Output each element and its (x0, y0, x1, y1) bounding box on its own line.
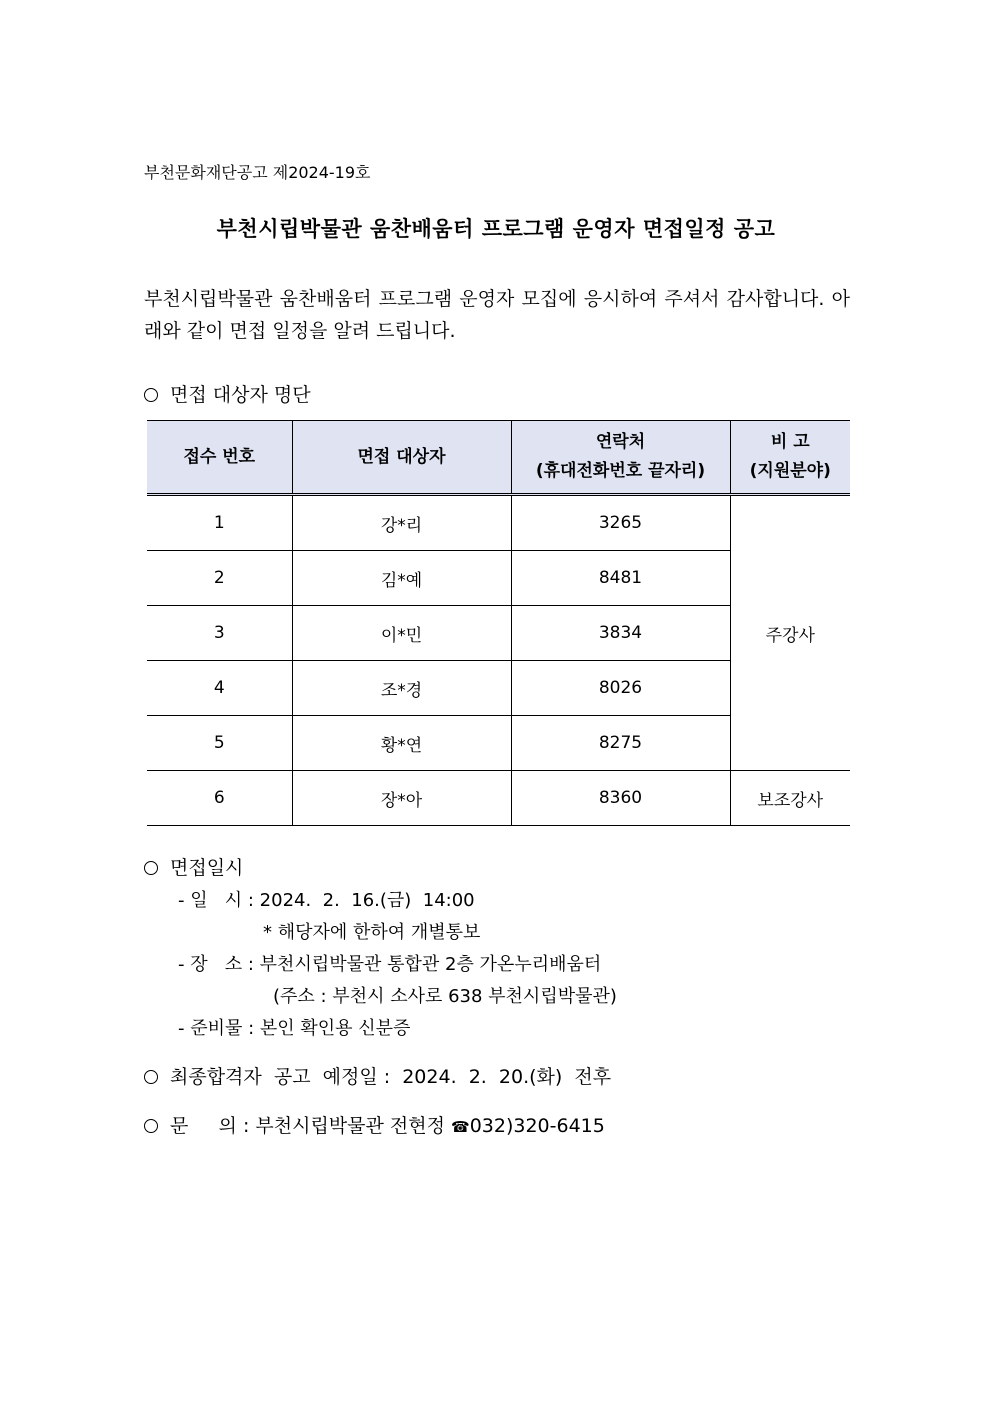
table-row (147, 495, 850, 551)
name-cell: 조*경 (292, 661, 511, 716)
final-announcement (144, 1062, 611, 1089)
name-cell: 황*연 (292, 716, 511, 771)
intro-paragraph: 부천시립박물관 움찬배움터 프로그램 운영자 모집에 응시하여 주셔서 감사합니다. 아래와 같이 면접 일정을 알려 드립니다. (144, 288, 850, 342)
candidates-section-heading (144, 380, 311, 407)
interview-address: (주소 : 부천시 소사로 638 부천시립박물관) (273, 986, 617, 1007)
phone-icon: ☎ (451, 1118, 470, 1136)
contact-cell: 8275 (511, 716, 730, 771)
interview-heading-text: 면접일시 (170, 857, 244, 879)
circle-bullet-icon (144, 388, 158, 402)
receipt-no-cell: 3 (147, 606, 292, 661)
header-contact-line1: 연락처 (595, 432, 646, 452)
document-number: 부천문화재단공고 제2024-19호 (144, 163, 371, 182)
contact-cell: 8026 (511, 661, 730, 716)
interview-section-heading (144, 853, 243, 880)
header-note-line2: (지원분야) (749, 461, 831, 481)
header-contact (511, 421, 730, 495)
group-cell-assistant: 보조강사 (730, 771, 850, 826)
table-header-row (147, 421, 850, 495)
header-contact-line2: (휴대전화번호 끝자리) (535, 461, 706, 481)
header-note (730, 421, 850, 495)
contact-cell: 8481 (511, 551, 730, 606)
candidates-table (147, 420, 850, 826)
interview-datetime: - 일 시 : 2024. 2. 16.(금) 14:00 (178, 890, 475, 911)
interview-place: - 장 소 : 부천시립박물관 통합관 2층 가온누리배움터 (178, 954, 602, 975)
page-title: 부천시립박물관 움찬배움터 프로그램 운영자 면접일정 공고 (216, 217, 776, 241)
final-announcement-text: 최종합격자 공고 예정일 : 2024. 2. 20.(화) 전후 (170, 1066, 612, 1088)
name-cell: 김*예 (292, 551, 511, 606)
name-cell: 장*아 (292, 771, 511, 826)
interview-supplies: - 준비물 : 본인 확인용 신분증 (178, 1018, 411, 1039)
header-receipt-no: 접수 번호 (147, 421, 292, 495)
circle-bullet-icon (144, 861, 158, 875)
name-cell: 이*민 (292, 606, 511, 661)
inquiry-phone: 032)320-6415 (469, 1115, 605, 1137)
inquiry-label: 문 의 : 부천시립박물관 전현정 (170, 1115, 445, 1137)
contact-cell: 3265 (511, 495, 730, 551)
contact-cell: 3834 (511, 606, 730, 661)
name-cell: 강*리 (292, 495, 511, 551)
receipt-no-cell: 2 (147, 551, 292, 606)
inquiry (144, 1111, 605, 1138)
circle-bullet-icon (144, 1070, 158, 1084)
receipt-no-cell: 1 (147, 495, 292, 551)
receipt-no-cell: 4 (147, 661, 292, 716)
header-note-line1: 비 고 (770, 432, 810, 452)
header-name: 면접 대상자 (292, 421, 511, 495)
group-cell-main: 주강사 (730, 495, 850, 771)
table-row (147, 771, 850, 826)
contact-cell: 8360 (511, 771, 730, 826)
candidates-heading-text: 면접 대상자 명단 (170, 384, 311, 406)
receipt-no-cell: 5 (147, 716, 292, 771)
circle-bullet-icon (144, 1119, 158, 1133)
receipt-no-cell: 6 (147, 771, 292, 826)
interview-notice: * 해당자에 한하여 개별통보 (263, 922, 481, 943)
